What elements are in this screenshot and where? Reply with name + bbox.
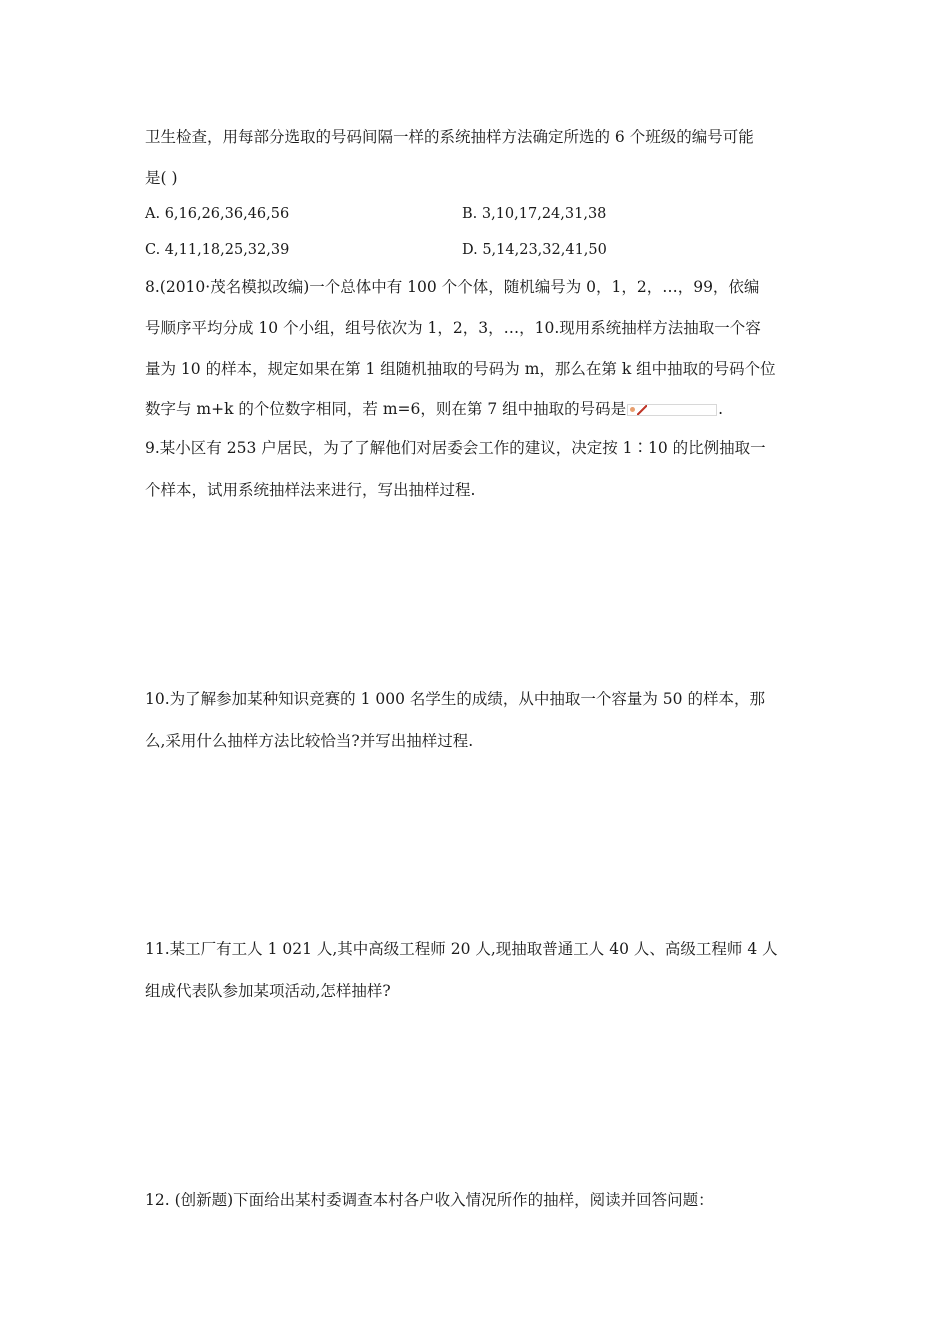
q12-text-line-1: 12. (创新题)下面给出某村委调查本村各户收入情况所作的抽样，阅读并回答问题： bbox=[145, 1191, 714, 1209]
q8-text-line-4-start: 数字与 m+k 的个位数字相同，若 m=6，则在第 7 组中抽取的号码是 bbox=[145, 400, 627, 418]
answer-blank-field[interactable] bbox=[627, 404, 717, 416]
q8-text-line-4 bbox=[145, 399, 723, 419]
q9-text-line-2: 个样本，试用系统抽样法来进行，写出抽样过程. bbox=[145, 481, 476, 499]
blank-marker-slash-icon bbox=[637, 405, 647, 415]
q11-text-line-2: 组成代表队参加某项活动,怎样抽样? bbox=[145, 982, 391, 1000]
q8-text-line-2: 号顺序平均分成 10 个小组，组号依次为 1，2，3，…，10.现用系统抽样方法抽取一个容 bbox=[145, 319, 761, 337]
q11-text-line-1: 11.某工厂有工人 1 021 人,其中高级工程师 20 人,现抽取普通工人 40 人、高级工程师 4 人 bbox=[145, 940, 778, 958]
q7-option-b: B. 3,10,17,24,31,38 bbox=[462, 206, 607, 222]
q7-option-c: C. 4,11,18,25,32,39 bbox=[145, 242, 290, 258]
q7-option-d: D. 5,14,23,32,41,50 bbox=[462, 242, 607, 258]
q8-text-line-1: 8.(2010·茂名模拟改编)一个总体中有 100 个个体，随机编号为 0，1，2，…，99，依编 bbox=[145, 278, 760, 296]
blank-marker-dot-icon bbox=[630, 407, 635, 412]
q9-text-line-1: 9.某小区有 253 户居民，为了了解他们对居委会工作的建议，决定按 1∶10 的比例抽取一 bbox=[145, 439, 766, 457]
q8-text-line-4-end: . bbox=[718, 400, 724, 418]
q7-option-a: A. 6,16,26,36,46,56 bbox=[145, 206, 290, 222]
q7-text-line-1: 卫生检查，用每部分选取的号码间隔一样的系统抽样方法确定所选的 6 个班级的编号可能 bbox=[145, 128, 754, 146]
q7-text-line-2: 是( ) bbox=[145, 169, 178, 187]
q8-text-line-3: 量为 10 的样本，规定如果在第 1 组随机抽取的号码为 m，那么在第 k 组中抽取的号码个位 bbox=[145, 360, 776, 378]
q10-text-line-1: 10.为了解参加某种知识竞赛的 1 000 名学生的成绩，从中抽取一个容量为 50 的样本，那 bbox=[145, 690, 765, 708]
q10-text-line-2: 么,采用什么抽样方法比较恰当?并写出抽样过程. bbox=[145, 732, 474, 750]
